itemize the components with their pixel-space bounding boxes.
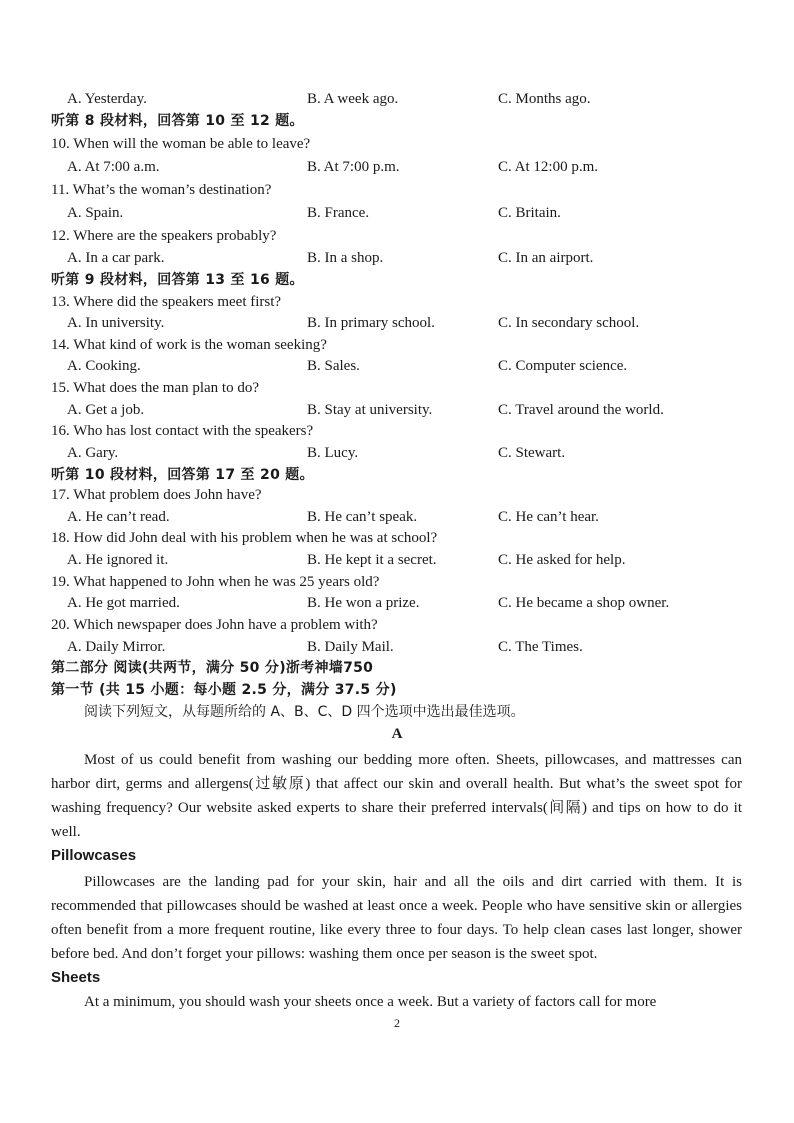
question-17: 17. What problem does John have? xyxy=(51,487,262,503)
q12-option-c: C. In an airport. xyxy=(498,250,594,266)
q15-option-c: C. Travel around the world. xyxy=(498,402,664,418)
section-10-heading: 听第 10 段材料，回答第 17 至 20 题。 xyxy=(51,467,314,483)
q17-option-c: C. He can’t hear. xyxy=(498,509,599,525)
page-number: 2 xyxy=(394,1016,400,1030)
q16-option-c: C. Stewart. xyxy=(498,445,566,461)
q14-option-c: C. Computer science. xyxy=(498,358,628,374)
q12-option-a: A. In a car park. xyxy=(67,250,165,266)
q9-options xyxy=(0,88,794,110)
question-18: 18. How did John deal with his problem when he was at school? xyxy=(51,530,438,546)
q13-option-c: C. In secondary school. xyxy=(498,315,640,331)
q11-option-c: C. Britain. xyxy=(498,205,561,221)
question-19: 19. What happened to John when he was 25 years old? xyxy=(51,574,380,590)
question-15: 15. What does the man plan to do? xyxy=(51,380,260,396)
passage-letter: A xyxy=(391,726,403,742)
section-8-heading: 听第 8 段材料，回答第 10 至 12 题。 xyxy=(51,113,304,129)
sheets-heading: Sheets xyxy=(51,969,101,986)
q14-option-a: A. Cooking. xyxy=(67,358,141,374)
sheets-paragraph: At a minimum, you should wash your sheets once a week. But a variety of factors call for more xyxy=(84,994,657,1010)
q14-option-b: B. Sales. xyxy=(307,358,360,374)
q12-option-b: B. In a shop. xyxy=(307,250,384,266)
question-10: 10. When will the woman be able to leave? xyxy=(51,136,311,152)
q15-option-b: B. Stay at university. xyxy=(307,402,433,418)
q9-option-b: B. A week ago. xyxy=(307,91,399,107)
q10-option-c: C. At 12:00 p.m. xyxy=(498,159,599,175)
q19-option-c: C. He became a shop owner. xyxy=(498,595,670,611)
q9-option-a: A. Yesterday. xyxy=(67,91,147,107)
question-16: 16. Who has lost contact with the speakers? xyxy=(51,423,314,439)
q13-option-b: B. In primary school. xyxy=(307,315,435,331)
q10-option-b: B. At 7:00 p.m. xyxy=(307,159,400,175)
section-9-heading: 听第 9 段材料，回答第 13 至 16 题。 xyxy=(51,272,304,288)
question-12: 12. Where are the speakers probably? xyxy=(51,228,277,244)
question-13: 13. Where did the speakers meet first? xyxy=(51,294,282,310)
q19-option-b: B. He won a prize. xyxy=(307,595,420,611)
passage-intro-paragraph: Most of us could benefit from washing our bedding more often. Sheets, pillowcases, and mattresses can harbor dirt, germs and allergens(过敏原) that affect our skin and overall health. But what’s the sweet spot for washing frequency? Our website asked experts to share their preferred intervals(间隔) and tips on how to do it well. xyxy=(51,752,742,840)
q20-option-b: B. Daily Mail. xyxy=(307,639,394,655)
q20-option-c: C. The Times. xyxy=(498,639,583,655)
question-11: 11. What’s the woman’s destination? xyxy=(51,182,272,198)
q11-option-b: B. France. xyxy=(307,205,370,221)
q19-option-a: A. He got married. xyxy=(67,595,180,611)
q16-option-a: A. Gary. xyxy=(67,445,119,461)
q20-option-a: A. Daily Mirror. xyxy=(67,639,166,655)
section-1-title: 第一节 (共 15 小题：每小题 2.5 分，满分 37.5 分) xyxy=(51,682,397,698)
q10-option-a: A. At 7:00 a.m. xyxy=(67,159,160,175)
q15-option-a: A. Get a job. xyxy=(67,402,145,418)
question-20: 20. Which newspaper does John have a problem with? xyxy=(51,617,378,633)
q18-option-a: A. He ignored it. xyxy=(67,552,169,568)
q18-option-c: C. He asked for help. xyxy=(498,552,626,568)
q16-option-b: B. Lucy. xyxy=(307,445,359,461)
pillowcases-heading: Pillowcases xyxy=(51,847,137,864)
q17-option-b: B. He can’t speak. xyxy=(307,509,418,525)
q18-option-b: B. He kept it a secret. xyxy=(307,552,437,568)
pillowcases-paragraph: Pillowcases are the landing pad for your skin, hair and all the oils and dirt carried with them. It is recommended that pillowcases should be washed at least once a week. People who have sensitive skin or allergies often benefit from a more frequent routine, like every three to four days. To help clean cases last longer, shower before bed. And don’t forget your pillows: washing them once per season is the sweet spot. xyxy=(51,874,742,962)
q17-option-a: A. He can’t read. xyxy=(67,509,170,525)
part-2-title: 第二部分 阅读(共两节，满分 50 分)浙考神墙750 xyxy=(51,660,374,676)
reading-instructions: 阅读下列短文，从每题所给的 A、B、C、D 四个选项中选出最佳选项。 xyxy=(84,704,525,720)
q11-option-a: A. Spain. xyxy=(67,205,124,221)
q9-option-c: C. Months ago. xyxy=(498,91,591,107)
question-14: 14. What kind of work is the woman seeking? xyxy=(51,337,327,353)
q13-option-a: A. In university. xyxy=(67,315,165,331)
